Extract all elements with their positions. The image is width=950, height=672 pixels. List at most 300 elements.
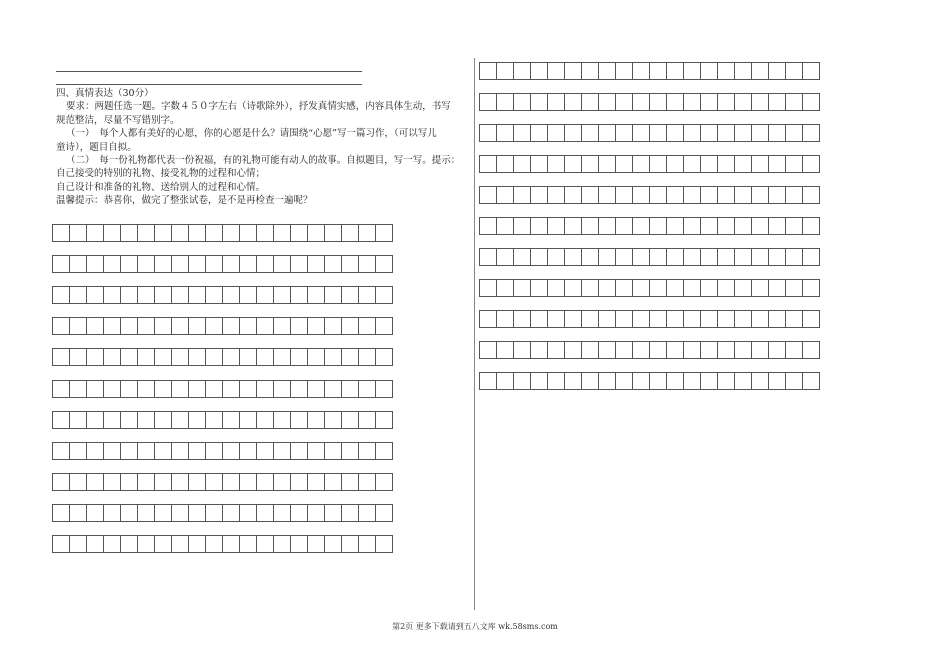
section-title: 四、真情表达（30分）: [56, 88, 154, 99]
grid-cell: [342, 286, 359, 304]
grid-cell: [189, 504, 206, 522]
grid-cell: [514, 310, 531, 328]
right-grid-row: [479, 248, 820, 266]
grid-cell: [325, 473, 342, 491]
grid-cell: [735, 279, 752, 297]
grid-cell: [291, 411, 308, 429]
grid-cell: [616, 310, 633, 328]
grid-cell: [206, 317, 223, 335]
grid-cell: [308, 442, 325, 460]
grid-cell: [189, 442, 206, 460]
grid-cell: [633, 279, 650, 297]
grid-cell: [342, 504, 359, 522]
grid-cell: [325, 535, 342, 553]
grid-cell: [189, 348, 206, 366]
grid-cell: [308, 411, 325, 429]
topic-2-line-2: 自己接受的特别的礼物、接受礼物的过程和心情；: [56, 168, 266, 180]
grid-cell: [565, 341, 582, 359]
grid-cell: [138, 380, 155, 398]
grid-cell: [138, 348, 155, 366]
grid-cell: [325, 255, 342, 273]
grid-cell: [599, 341, 616, 359]
grid-cell: [53, 380, 70, 398]
grid-cell: [684, 279, 701, 297]
grid-cell: [718, 124, 735, 142]
grid-cell: [138, 224, 155, 242]
grid-cell: [769, 341, 786, 359]
grid-cell: [359, 411, 376, 429]
right-grid-row: [479, 93, 820, 111]
grid-cell: [684, 155, 701, 173]
grid-cell: [359, 535, 376, 553]
grid-cell: [121, 442, 138, 460]
grid-cell: [274, 411, 291, 429]
grid-cell: [342, 473, 359, 491]
grid-cell: [376, 286, 393, 304]
grid-cell: [189, 224, 206, 242]
grid-cell: [786, 372, 803, 390]
grid-cell: [308, 348, 325, 366]
grid-cell: [701, 124, 718, 142]
grid-cell: [257, 255, 274, 273]
grid-cell: [206, 255, 223, 273]
grid-cell: [752, 248, 769, 266]
grid-cell: [684, 124, 701, 142]
grid-cell: [582, 372, 599, 390]
grid-cell: [582, 217, 599, 235]
grid-cell: [633, 248, 650, 266]
grid-cell: [53, 348, 70, 366]
grid-cell: [138, 411, 155, 429]
grid-cell: [138, 535, 155, 553]
grid-cell: [786, 341, 803, 359]
grid-cell: [291, 473, 308, 491]
grid-cell: [53, 504, 70, 522]
grid-cell: [53, 255, 70, 273]
grid-cell: [104, 317, 121, 335]
grid-cell: [548, 93, 565, 111]
grid-cell: [53, 535, 70, 553]
grid-cell: [104, 380, 121, 398]
grid-cell: [274, 286, 291, 304]
grid-cell: [240, 411, 257, 429]
grid-cell: [155, 348, 172, 366]
grid-cell: [718, 93, 735, 111]
grid-cell: [70, 286, 87, 304]
grid-cell: [376, 473, 393, 491]
grid-cell: [786, 124, 803, 142]
grid-cell: [155, 535, 172, 553]
grid-cell: [480, 217, 497, 235]
grid-cell: [274, 348, 291, 366]
grid-cell: [531, 124, 548, 142]
grid-cell: [172, 504, 189, 522]
grid-cell: [582, 310, 599, 328]
grid-cell: [667, 372, 684, 390]
grid-cell: [325, 348, 342, 366]
grid-cell: [548, 186, 565, 204]
grid-cell: [497, 341, 514, 359]
grid-cell: [155, 411, 172, 429]
grid-cell: [70, 317, 87, 335]
grid-cell: [291, 348, 308, 366]
grid-cell: [240, 442, 257, 460]
grid-cell: [480, 93, 497, 111]
topic-1-line-2: 童诗），题目自拟。: [56, 141, 137, 153]
grid-cell: [87, 504, 104, 522]
grid-cell: [70, 473, 87, 491]
grid-cell: [104, 255, 121, 273]
grid-cell: [633, 310, 650, 328]
grid-cell: [104, 504, 121, 522]
grid-cell: [104, 442, 121, 460]
right-grid-row: [479, 155, 820, 173]
grid-cell: [308, 286, 325, 304]
grid-cell: [53, 411, 70, 429]
grid-cell: [70, 380, 87, 398]
grid-cell: [189, 473, 206, 491]
grid-cell: [786, 93, 803, 111]
grid-cell: [359, 504, 376, 522]
grid-cell: [359, 473, 376, 491]
grid-cell: [257, 411, 274, 429]
grid-cell: [616, 217, 633, 235]
grid-cell: [291, 380, 308, 398]
grid-cell: [701, 248, 718, 266]
grid-cell: [87, 380, 104, 398]
right-grid-row: [479, 186, 820, 204]
grid-cell: [257, 473, 274, 491]
grid-cell: [104, 535, 121, 553]
grid-cell: [599, 217, 616, 235]
grid-cell: [240, 286, 257, 304]
grid-cell: [667, 310, 684, 328]
grid-cell: [497, 186, 514, 204]
grid-cell: [342, 255, 359, 273]
grid-cell: [206, 411, 223, 429]
grid-cell: [803, 186, 820, 204]
grid-cell: [735, 62, 752, 80]
grid-cell: [667, 93, 684, 111]
grid-cell: [735, 217, 752, 235]
grid-cell: [531, 186, 548, 204]
grid-cell: [121, 504, 138, 522]
left-grid-row: [52, 473, 393, 491]
grid-cell: [172, 255, 189, 273]
grid-cell: [308, 380, 325, 398]
grid-cell: [70, 224, 87, 242]
grid-cell: [274, 473, 291, 491]
grid-cell: [582, 155, 599, 173]
grid-cell: [599, 248, 616, 266]
grid-cell: [803, 124, 820, 142]
grid-cell: [752, 341, 769, 359]
grid-cell: [769, 310, 786, 328]
grid-cell: [565, 93, 582, 111]
grid-cell: [257, 317, 274, 335]
grid-cell: [769, 62, 786, 80]
grid-cell: [325, 286, 342, 304]
grid-cell: [376, 535, 393, 553]
grid-cell: [565, 124, 582, 142]
grid-cell: [104, 473, 121, 491]
grid-cell: [514, 279, 531, 297]
grid-cell: [633, 155, 650, 173]
grid-cell: [769, 248, 786, 266]
grid-cell: [565, 279, 582, 297]
grid-cell: [650, 372, 667, 390]
grid-cell: [769, 155, 786, 173]
grid-cell: [565, 310, 582, 328]
grid-cell: [531, 217, 548, 235]
grid-cell: [257, 224, 274, 242]
grid-cell: [803, 93, 820, 111]
grid-cell: [548, 310, 565, 328]
grid-cell: [155, 286, 172, 304]
grid-cell: [718, 155, 735, 173]
grid-cell: [376, 317, 393, 335]
grid-cell: [650, 155, 667, 173]
grid-cell: [325, 380, 342, 398]
grid-cell: [548, 248, 565, 266]
grid-cell: [497, 155, 514, 173]
grid-cell: [342, 411, 359, 429]
grid-cell: [667, 124, 684, 142]
grid-cell: [718, 186, 735, 204]
right-grid-row: [479, 341, 820, 359]
grid-cell: [701, 155, 718, 173]
grid-cell: [531, 310, 548, 328]
grid-cell: [189, 286, 206, 304]
grid-cell: [257, 535, 274, 553]
grid-cell: [548, 124, 565, 142]
grid-cell: [599, 62, 616, 80]
grid-cell: [172, 535, 189, 553]
grid-cell: [514, 186, 531, 204]
grid-cell: [87, 286, 104, 304]
grid-cell: [565, 155, 582, 173]
grid-cell: [786, 62, 803, 80]
grid-cell: [342, 442, 359, 460]
grid-cell: [480, 248, 497, 266]
grid-cell: [650, 93, 667, 111]
grid-cell: [667, 186, 684, 204]
grid-cell: [359, 255, 376, 273]
grid-cell: [599, 372, 616, 390]
grid-cell: [769, 372, 786, 390]
grid-cell: [240, 317, 257, 335]
grid-cell: [497, 217, 514, 235]
grid-cell: [650, 186, 667, 204]
grid-cell: [803, 279, 820, 297]
grid-cell: [274, 504, 291, 522]
right-grid-row: [479, 217, 820, 235]
grid-cell: [308, 504, 325, 522]
grid-cell: [104, 411, 121, 429]
right-grid-row: [479, 310, 820, 328]
grid-cell: [514, 62, 531, 80]
grid-cell: [497, 372, 514, 390]
grid-cell: [633, 62, 650, 80]
grid-cell: [87, 255, 104, 273]
grid-cell: [359, 348, 376, 366]
right-grid-row: [479, 279, 820, 297]
grid-cell: [531, 372, 548, 390]
grid-cell: [718, 217, 735, 235]
grid-cell: [650, 248, 667, 266]
grid-cell: [480, 341, 497, 359]
grid-cell: [786, 186, 803, 204]
page-column-divider: [474, 58, 475, 610]
grid-cell: [257, 504, 274, 522]
grid-cell: [616, 248, 633, 266]
grid-cell: [189, 255, 206, 273]
grid-cell: [240, 535, 257, 553]
grid-cell: [121, 411, 138, 429]
grid-cell: [684, 310, 701, 328]
grid-cell: [582, 248, 599, 266]
grid-cell: [752, 155, 769, 173]
requirement-text-cont: 规范整洁，尽量不写错别字。: [56, 114, 180, 126]
grid-cell: [752, 62, 769, 80]
grid-cell: [497, 62, 514, 80]
grid-cell: [155, 255, 172, 273]
grid-cell: [786, 155, 803, 173]
grid-cell: [274, 224, 291, 242]
grid-cell: [565, 186, 582, 204]
grid-cell: [701, 186, 718, 204]
grid-cell: [616, 93, 633, 111]
grid-cell: [325, 224, 342, 242]
grid-cell: [274, 535, 291, 553]
grid-cell: [189, 317, 206, 335]
grid-cell: [223, 473, 240, 491]
grid-cell: [172, 380, 189, 398]
grid-cell: [189, 411, 206, 429]
right-grid-row: [479, 62, 820, 80]
grid-cell: [650, 217, 667, 235]
grid-cell: [786, 279, 803, 297]
grid-cell: [497, 124, 514, 142]
grid-cell: [616, 155, 633, 173]
grid-cell: [565, 248, 582, 266]
essay-question: [56, 87, 472, 208]
grid-cell: [376, 380, 393, 398]
grid-cell: [342, 224, 359, 242]
grid-cell: [223, 317, 240, 335]
grid-cell: [650, 62, 667, 80]
grid-cell: [325, 504, 342, 522]
left-grid-row: [52, 286, 393, 304]
grid-cell: [138, 255, 155, 273]
grid-cell: [359, 380, 376, 398]
grid-cell: [223, 442, 240, 460]
grid-cell: [480, 62, 497, 80]
reminder-text: 温馨提示：恭喜你，做完了整张试卷，是不是再检查一遍呢？: [56, 195, 313, 207]
grid-cell: [480, 124, 497, 142]
grid-cell: [684, 248, 701, 266]
grid-cell: [769, 279, 786, 297]
grid-cell: [633, 372, 650, 390]
grid-cell: [735, 93, 752, 111]
grid-cell: [308, 473, 325, 491]
grid-cell: [342, 317, 359, 335]
grid-cell: [701, 310, 718, 328]
grid-cell: [189, 380, 206, 398]
grid-cell: [138, 473, 155, 491]
grid-cell: [274, 442, 291, 460]
grid-cell: [223, 255, 240, 273]
grid-cell: [291, 504, 308, 522]
grid-cell: [291, 255, 308, 273]
grid-cell: [325, 411, 342, 429]
grid-cell: [257, 442, 274, 460]
grid-cell: [497, 279, 514, 297]
grid-cell: [206, 535, 223, 553]
grid-cell: [104, 224, 121, 242]
grid-cell: [803, 341, 820, 359]
left-grid-row: [52, 317, 393, 335]
grid-cell: [769, 124, 786, 142]
topic-2-line-3: 自己设计和准备的礼物、送给别人的过程和心情。: [56, 181, 266, 193]
grid-cell: [531, 62, 548, 80]
page-footer: 第2页 更多下载请到五八文库 wk.58sms.com: [392, 622, 558, 631]
grid-cell: [616, 341, 633, 359]
grid-cell: [121, 224, 138, 242]
grid-cell: [684, 186, 701, 204]
grid-cell: [223, 535, 240, 553]
grid-cell: [87, 442, 104, 460]
grid-cell: [155, 224, 172, 242]
grid-cell: [291, 535, 308, 553]
grid-cell: [497, 93, 514, 111]
grid-cell: [735, 124, 752, 142]
grid-cell: [155, 380, 172, 398]
grid-cell: [650, 310, 667, 328]
grid-cell: [701, 372, 718, 390]
grid-cell: [206, 504, 223, 522]
grid-cell: [223, 286, 240, 304]
grid-cell: [121, 348, 138, 366]
grid-cell: [223, 224, 240, 242]
grid-cell: [735, 310, 752, 328]
grid-cell: [240, 224, 257, 242]
grid-cell: [616, 124, 633, 142]
grid-cell: [531, 248, 548, 266]
grid-cell: [70, 255, 87, 273]
grid-cell: [172, 224, 189, 242]
right-grid-row: [479, 124, 820, 142]
grid-cell: [359, 224, 376, 242]
grid-cell: [223, 504, 240, 522]
grid-cell: [172, 442, 189, 460]
grid-cell: [803, 62, 820, 80]
grid-cell: [138, 442, 155, 460]
grid-cell: [172, 317, 189, 335]
grid-cell: [240, 255, 257, 273]
grid-cell: [325, 442, 342, 460]
grid-cell: [325, 317, 342, 335]
grid-cell: [104, 286, 121, 304]
grid-cell: [53, 317, 70, 335]
grid-cell: [121, 380, 138, 398]
grid-cell: [514, 372, 531, 390]
grid-cell: [189, 535, 206, 553]
grid-cell: [70, 535, 87, 553]
grid-cell: [376, 348, 393, 366]
left-grid-row: [52, 255, 393, 273]
grid-cell: [599, 155, 616, 173]
